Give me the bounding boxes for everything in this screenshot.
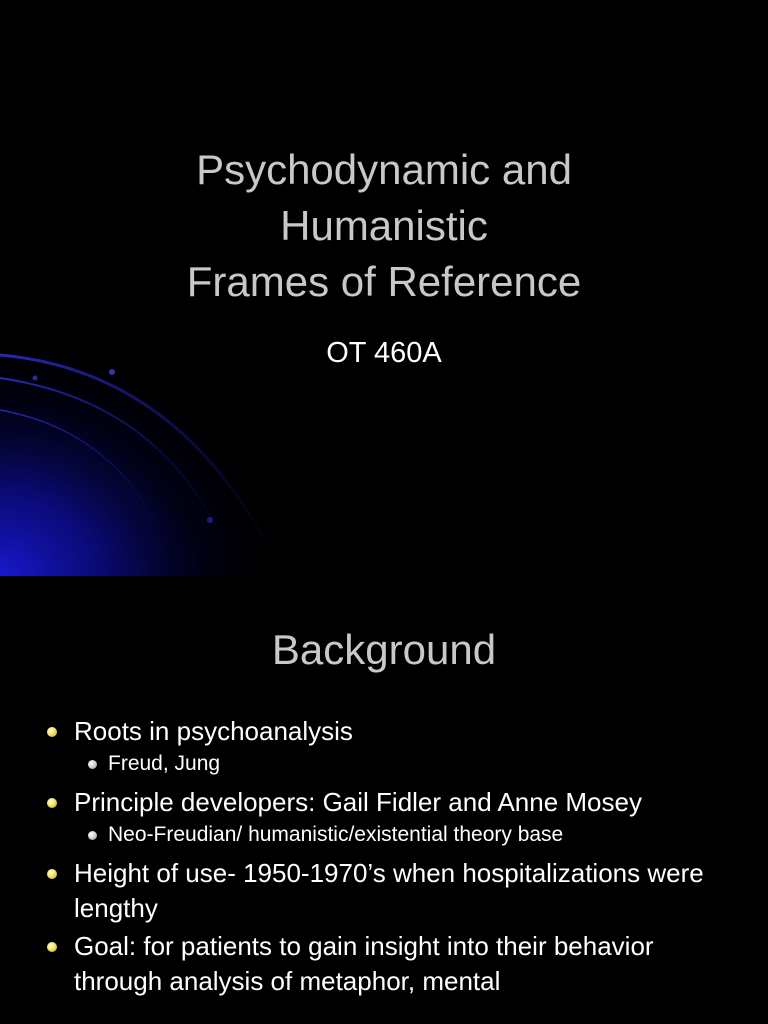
bullet-item — [0, 929, 768, 999]
content-slide — [0, 576, 768, 1024]
sub-bullet-text: Freud, Jung — [108, 752, 221, 775]
bullet-item — [0, 785, 768, 820]
sub-bullet-dot-icon — [88, 831, 97, 840]
sub-bullet-item — [0, 820, 768, 850]
bullet-list — [0, 714, 768, 1002]
bullet-item — [0, 714, 768, 749]
title-line: Frames of Reference — [186, 258, 582, 305]
sub-bullet-item — [0, 749, 768, 779]
bullet-dot-icon — [47, 798, 57, 808]
bullet-text: Height of use- 1950-1970’s when hospitalizations were lengthy — [74, 858, 704, 923]
bullet-text: Goal: for patients to gain insight into their behavior through analysis of metaphor, mental — [74, 931, 654, 996]
bullet-dot-icon — [47, 869, 57, 879]
bullet-dot-icon — [47, 942, 57, 952]
slide-subtitle: OT 460A — [326, 337, 442, 369]
slide-title: Background — [271, 626, 497, 673]
bullet-item — [0, 856, 768, 926]
sub-bullet-dot-icon — [88, 760, 97, 769]
sub-bullet-text: Neo-Freudian/ humanistic/existential theory base — [108, 823, 564, 846]
bullet-text: Roots in psychoanalysis — [74, 716, 353, 746]
title-line: Humanistic — [280, 202, 488, 249]
bullet-dot-icon — [47, 727, 57, 737]
slide-title — [0, 142, 768, 310]
title-line: Psychodynamic and — [196, 146, 572, 193]
bullet-text: Principle developers: Gail Fidler and Anne Mosey — [74, 787, 642, 817]
